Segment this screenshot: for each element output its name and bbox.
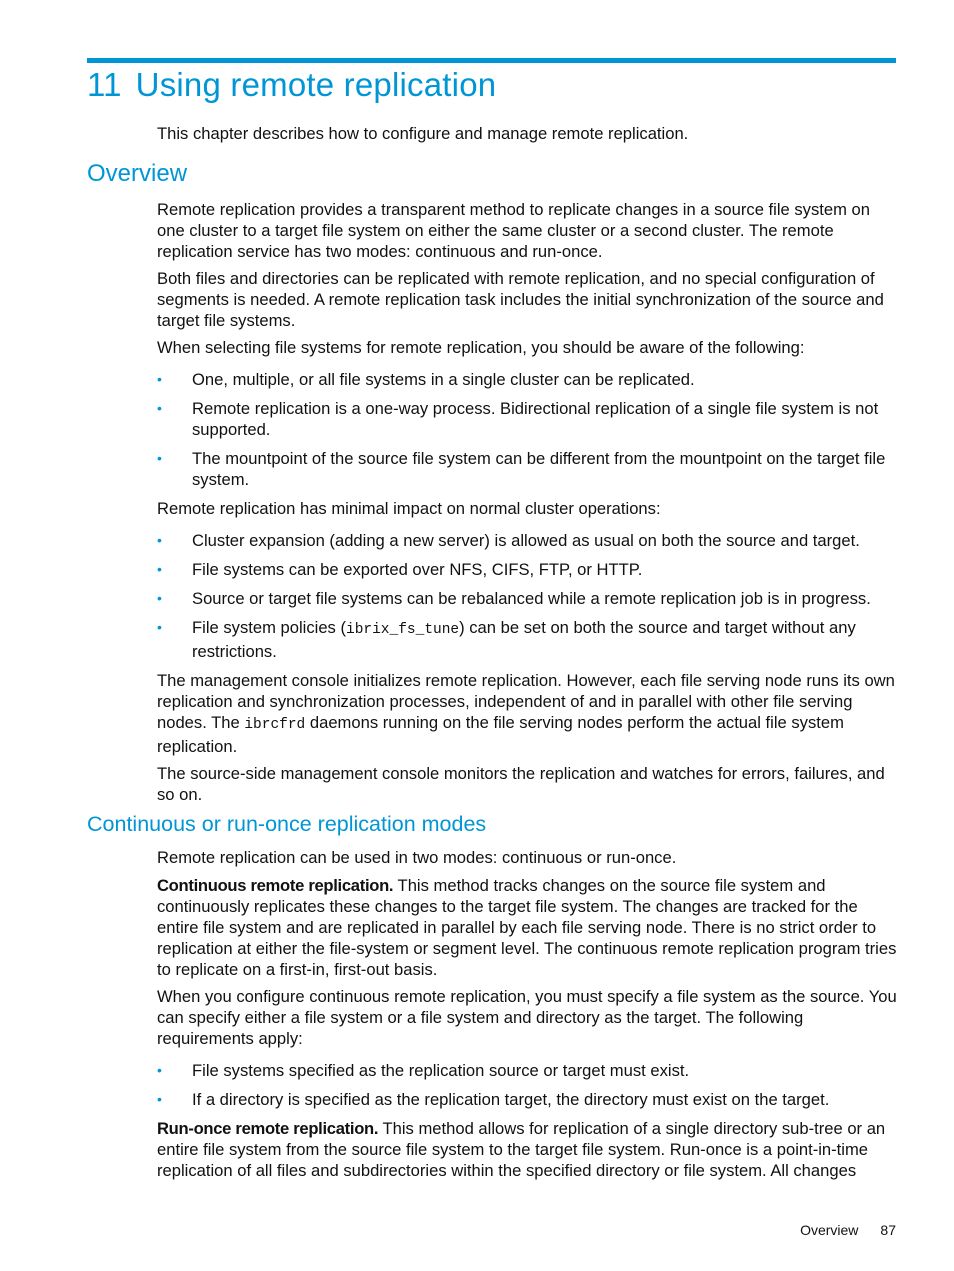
overview-paragraph: Both files and directories can be replicated with remote replication, and no special configuration of segments is needed. A remote replication task includes the initial synchronization of the source and target file systems. xyxy=(157,269,884,330)
bullet-icon: • xyxy=(157,561,162,577)
overview-paragraph: The source-side management console monitors the replication and watches for errors, failures, and so on. xyxy=(157,764,885,804)
modes-paragraph: When you configure continuous remote replication, you must specify a file system as the source. You can specify either a file system or a file system and directory as the target. The following requirements apply: xyxy=(157,987,897,1048)
selection-bullet-list xyxy=(157,369,898,490)
modes-heading: Continuous or run-once replication modes xyxy=(87,812,487,836)
list-item: • File systems can be exported over NFS, CIFS, FTP, or HTTP. xyxy=(157,560,643,579)
chapter-title-text: Using remote replication xyxy=(135,66,497,103)
overview-paragraph: Remote replication has minimal impact on normal cluster operations: xyxy=(157,499,661,518)
list-item: • One, multiple, or all file systems in a single cluster can be replicated. xyxy=(157,370,695,389)
modes-paragraph: Remote replication can be used in two modes: continuous or run-once. xyxy=(157,848,677,867)
list-item: • If a directory is specified as the replication target, the directory must exist on the target. xyxy=(157,1090,830,1109)
modes-paragraph: Run-once remote replication. This method allows for replication of a single directory sub-tree or an entire file system from the source file system to the target file system. Run-once is a point-in-time replication of all files and subdirectories within the specified directory or file system. All changes xyxy=(157,1119,886,1180)
list-item: • File system policies (ibrix_fs_tune) can be set on both the source and target without any restrictions. xyxy=(157,618,856,661)
impact-bullet-list xyxy=(157,530,898,662)
overview-section xyxy=(157,199,898,811)
continuous-label: Continuous remote replication. xyxy=(157,876,394,895)
list-item: • Remote replication is a one-way process. Bidirectional replication of a single file system is not supported. xyxy=(157,399,879,439)
chapter-intro xyxy=(157,123,898,144)
bullet-icon: • xyxy=(157,1091,162,1107)
bullet-icon: • xyxy=(157,590,162,606)
list-item: • The mountpoint of the source file system can be different from the mountpoint on the target file system. xyxy=(157,449,886,489)
overview-paragraph: When selecting file systems for remote replication, you should be aware of the following: xyxy=(157,338,805,357)
list-item: • File systems specified as the replication source or target must exist. xyxy=(157,1061,690,1080)
bullet-icon: • xyxy=(157,400,162,416)
list-item: • Cluster expansion (adding a new server) is allowed as usual on both the source and target. xyxy=(157,531,860,550)
requirements-bullet-list xyxy=(157,1060,898,1110)
bullet-icon: • xyxy=(157,619,162,635)
list-item: • Source or target file systems can be rebalanced while a remote replication job is in progress. xyxy=(157,589,871,608)
footer-section: Overview xyxy=(800,1222,859,1238)
daemon-name: ibrcfrd xyxy=(244,717,306,733)
bullet-icon: • xyxy=(157,1062,162,1078)
chapter-rule xyxy=(87,58,896,63)
overview-paragraph: The management console initializes remote replication. However, each file serving node runs its own replication and synchronization processes, independent of and in parallel with other file serving nodes. The ibrcfrd daemons running on the file serving nodes perform the actual file system replication. xyxy=(157,671,895,756)
bullet-icon: • xyxy=(157,450,162,466)
runonce-label: Run-once remote replication. xyxy=(157,1119,379,1138)
bullet-icon: • xyxy=(157,371,162,387)
page-footer xyxy=(800,1222,896,1238)
bullet-icon: • xyxy=(157,532,162,548)
command-name: ibrix_fs_tune xyxy=(346,622,460,638)
modes-section xyxy=(157,847,898,1187)
page-number: 87 xyxy=(880,1222,896,1238)
overview-paragraph: Remote replication provides a transparent method to replicate changes in a source file system on one cluster to a target file system on either the same cluster or a second cluster. The remote replication service has two modes: continuous and run-once. xyxy=(157,200,870,261)
intro-paragraph: This chapter describes how to configure and manage remote replication. xyxy=(157,124,689,143)
chapter-title xyxy=(87,66,496,104)
overview-heading: Overview xyxy=(87,160,188,187)
modes-paragraph: Continuous remote replication. This method tracks changes on the source file system and continuously replicates these changes to the target file system. The changes are tracked for the entire file system and are replicated in parallel by each file serving node. There is no strict order to replication at either the file-system or segment level. The continuous remote replication program tries to replicate on a first-in, first-out basis. xyxy=(157,876,897,979)
chapter-number: 11 xyxy=(87,66,122,103)
